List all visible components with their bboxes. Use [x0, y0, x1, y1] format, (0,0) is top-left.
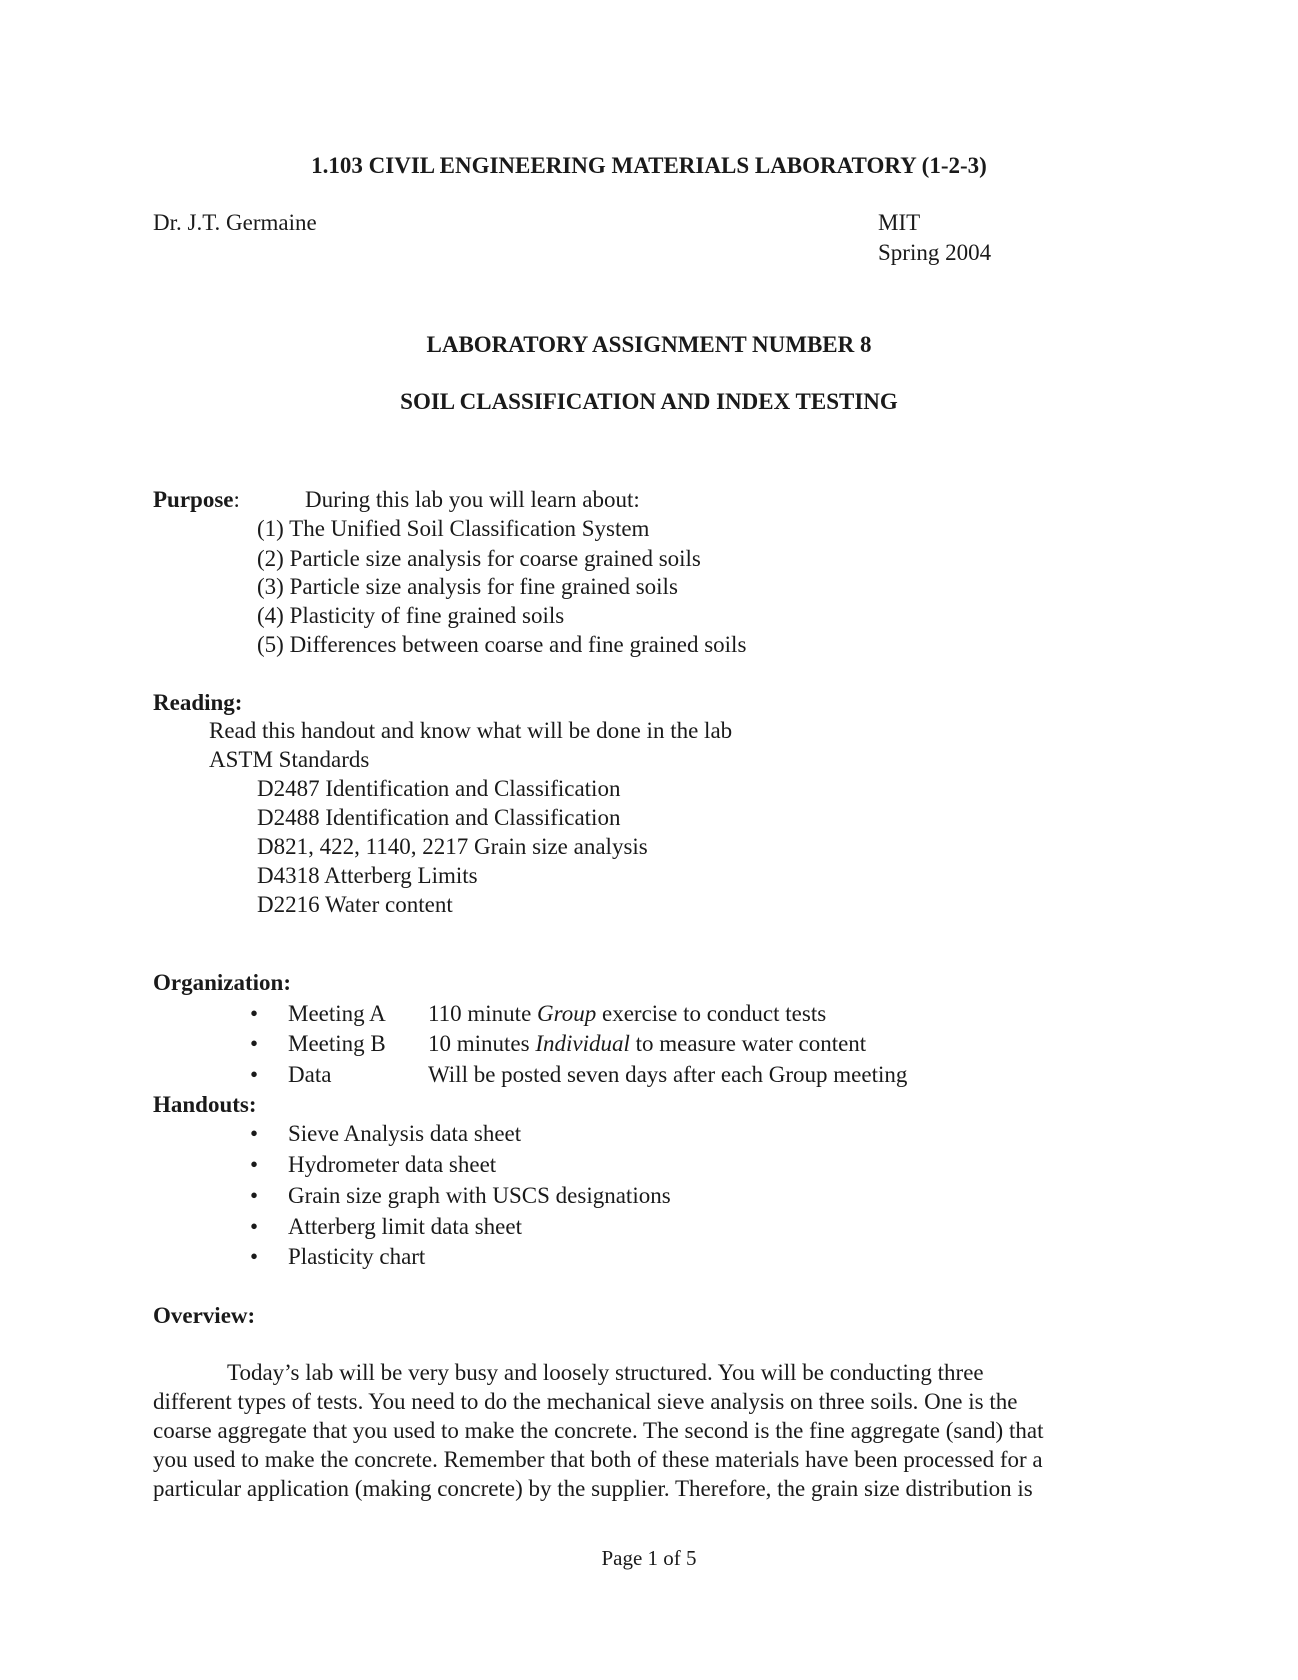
- bullet: •: [250, 1001, 259, 1026]
- org-row-desc: [428, 1062, 907, 1088]
- handout-label: Grain size graph with USCS designations: [288, 1183, 671, 1208]
- handout-item: [250, 1183, 671, 1209]
- org-desc-text: to measure water content: [629, 1031, 867, 1056]
- standard-item: D2216 Water content: [257, 892, 453, 917]
- standard-item: D821, 422, 1140, 2217 Grain size analysis: [257, 834, 648, 859]
- org-row-desc: [428, 1031, 866, 1057]
- bullet: •: [250, 1214, 259, 1239]
- org-row-name: Data: [288, 1062, 332, 1087]
- bullet: •: [250, 1244, 259, 1269]
- instructor-name: Dr. J.T. Germaine: [153, 210, 317, 235]
- bullet: •: [250, 1152, 259, 1177]
- overview-heading: Overview:: [153, 1303, 256, 1328]
- org-desc-emphasis: Group: [537, 1001, 597, 1026]
- overview-line: Today’s lab will be very busy and loosely structured. You will be conducting three: [227, 1360, 984, 1385]
- overview-line: you used to make the concrete. Remember that both of these materials have been processed for a: [153, 1447, 1043, 1472]
- org-row-name: Meeting A: [288, 1001, 386, 1026]
- org-row: [250, 1001, 386, 1027]
- bullet: •: [250, 1183, 259, 1208]
- reading-line: ASTM Standards: [209, 747, 370, 772]
- bullet: •: [250, 1031, 259, 1056]
- reading-line: Read this handout and know what will be done in the lab: [209, 718, 733, 743]
- institution: MIT: [878, 210, 921, 235]
- org-row: [250, 1031, 386, 1057]
- purpose-intro: During this lab you will learn about:: [305, 487, 640, 512]
- overview-line: different types of tests. You need to do the mechanical sieve analysis on three soils. One is the: [153, 1389, 1018, 1414]
- org-row-name: Meeting B: [288, 1031, 386, 1056]
- purpose-item: (3) Particle size analysis for fine grained soils: [257, 574, 678, 599]
- org-desc-emphasis: Individual: [535, 1031, 630, 1056]
- org-desc-text: Will be posted seven days after each Group meeting: [428, 1062, 908, 1087]
- purpose-item: (5) Differences between coarse and fine grained soils: [257, 632, 747, 657]
- org-desc-text: 10 minutes: [428, 1031, 536, 1056]
- reading-heading: Reading:: [153, 690, 243, 715]
- handout-label: Sieve Analysis data sheet: [288, 1121, 522, 1146]
- handout-item: [250, 1152, 496, 1178]
- page-number: Page 1 of 5: [601, 1546, 697, 1570]
- handout-item: [250, 1121, 521, 1147]
- handouts-heading: Handouts:: [153, 1092, 257, 1117]
- purpose-label: Purpose: [153, 487, 234, 512]
- course-title: 1.103 CIVIL ENGINEERING MATERIALS LABORATORY (1-2-3): [311, 153, 987, 178]
- overview-line: particular application (making concrete) by the supplier. Therefore, the grain size distribution is: [153, 1476, 1033, 1501]
- handout-label: Hydrometer data sheet: [288, 1152, 497, 1177]
- purpose-item: (1) The Unified Soil Classification System: [257, 516, 650, 541]
- org-desc-text: 110 minute: [428, 1001, 538, 1026]
- handout-label: Plasticity chart: [288, 1244, 426, 1269]
- standard-item: D2487 Identification and Classification: [257, 776, 621, 801]
- overview-line: coarse aggregate that you used to make the concrete. The second is the fine aggregate (sand) that: [153, 1418, 1044, 1443]
- assignment-title: LABORATORY ASSIGNMENT NUMBER 8: [426, 332, 872, 357]
- org-row-desc: [428, 1001, 826, 1027]
- org-desc-text: exercise to conduct tests: [596, 1001, 827, 1026]
- purpose-item: (4) Plasticity of fine grained soils: [257, 603, 565, 628]
- bullet: •: [250, 1062, 259, 1087]
- organization-heading: Organization:: [153, 970, 291, 995]
- purpose-heading: [153, 487, 240, 513]
- term: Spring 2004: [878, 240, 992, 265]
- handout-item: [250, 1244, 425, 1270]
- subject-title: SOIL CLASSIFICATION AND INDEX TESTING: [400, 389, 898, 414]
- purpose-colon: :: [233, 487, 240, 512]
- purpose-item: (2) Particle size analysis for coarse grained soils: [257, 546, 701, 571]
- handout-item: [250, 1214, 522, 1240]
- org-row: [250, 1062, 331, 1088]
- standard-item: D4318 Atterberg Limits: [257, 863, 478, 888]
- standard-item: D2488 Identification and Classification: [257, 805, 621, 830]
- bullet: •: [250, 1121, 259, 1146]
- handout-label: Atterberg limit data sheet: [288, 1214, 522, 1239]
